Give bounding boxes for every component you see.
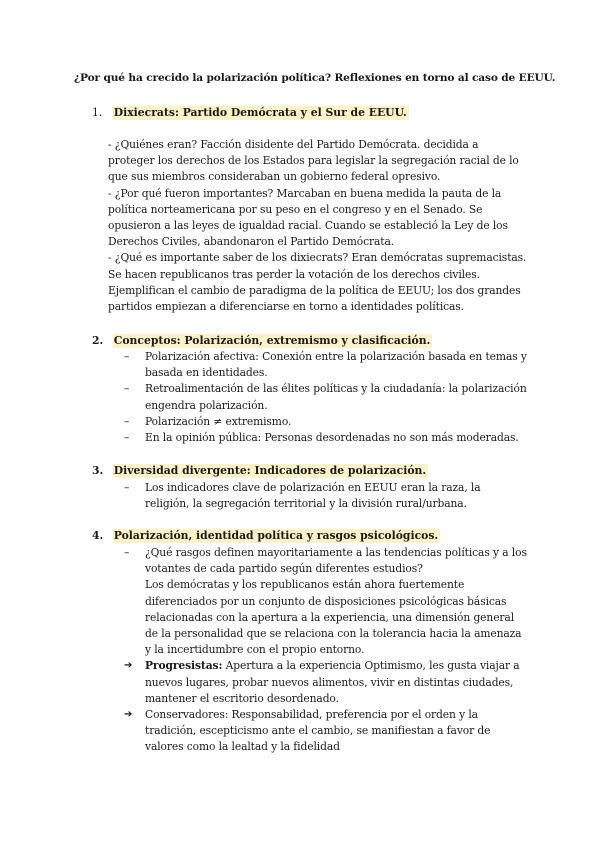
list-item-text: Los indicadores clave de polarización en EEUU eran la raza, la religión, la segregación territorial y la división rural/urbana.: [145, 481, 481, 511]
section-4-heading: [92, 528, 440, 544]
section-3-list: [108, 480, 528, 512]
dash-bullet: –: [124, 382, 130, 396]
list-item: [108, 414, 528, 430]
section-4-question: ¿Qué rasgos definen mayoritariamente a las tendencias políticas y a los votantes de cada partido según diferentes estudios?: [145, 546, 527, 576]
list-item-text: En la opinión pública: Personas desordenadas no son más moderadas.: [145, 431, 519, 445]
list-item-text: Retroalimentación de las élites políticas y la ciudadanía: la polarización engendra polarización.: [145, 382, 527, 412]
progresistas-text: Apertura a la experiencia Optimismo, les gusta viajar a nuevos lugares, probar nuevos alimentos, vivir en distintas ciudades, mantener el escritorio desordenado.: [145, 659, 520, 705]
list-item-conservadores: [108, 707, 528, 756]
section-4-answer: Los demócratas y los republicanos están ahora fuertemente diferenciados por un conjunto de disposiciones psicológicas básicas relacionadas con la apertura a la experiencia, una dimensión general de la personalidad que se relaciona con la tolerancia hacia la amenaza y la incertidumbre con el propio entorno.: [145, 578, 522, 657]
dash-bullet: –: [124, 546, 130, 559]
section-4-title: Polarización, identidad política y rasgos psicológicos.: [113, 529, 439, 542]
section-1-paragraph-1: - ¿Quiénes eran? Facción disidente del Partido Demócrata. decidida a proteger los derechos de los Estados para legislar la segregación racial de lo que sus miembros consideraban un gobierno federal opresivo.: [108, 138, 519, 184]
dash-bullet: –: [124, 431, 130, 445]
section-3-heading: [92, 463, 428, 479]
section-2-list: [108, 349, 528, 446]
list-item-text: Polarización afectiva: Conexión entre la polarización basada en temas y basada en identidades.: [145, 350, 527, 380]
arrow-bullet-icon: ➔: [124, 660, 133, 672]
section-4-list: [108, 545, 528, 756]
section-2-title: Conceptos: Polarización, extremismo y clasificación.: [113, 334, 431, 347]
section-1-body: [108, 137, 528, 315]
section-1-title: Dixiecrats: Partido Demócrata y el Sur de EEUU.: [113, 106, 407, 119]
list-item: [108, 381, 528, 413]
section-1-paragraph-2: - ¿Por qué fueron importantes? Marcaban en buena medida la pauta de la política norteamericana por su peso en el congreso y en el Senado. Se opusieron a las leyes de igualdad racial. Cuando se estableció la Ley de los Derechos Civiles, abandonaron el Partido Demócrata.: [108, 186, 508, 249]
dash-bullet: –: [124, 481, 130, 494]
document-title: ¿Por qué ha crecido la polarización política? Reflexiones en torno al caso de EEUU.: [74, 72, 556, 84]
list-item-progresistas: [108, 658, 528, 707]
section-2-number: 2.: [92, 334, 104, 347]
section-4-number: 4.: [92, 529, 104, 542]
list-item: [108, 349, 528, 381]
section-1-number: 1.: [92, 106, 103, 119]
section-1-paragraph-3: - ¿Qué es importante saber de los dixiecrats? Eran demócratas supremacistas. Se hacen republicanos tras perder la votación de los derechos civiles. Ejemplifican el cambio de paradigma de la política de EEUU; los dos grandes partidos empiezan a diferenciarse en torno a identidades políticas.: [108, 251, 527, 314]
list-item-text: Polarización ≠ extremismo.: [145, 414, 292, 428]
list-item: [108, 480, 528, 512]
dash-bullet: –: [124, 350, 130, 363]
arrow-bullet-icon: ➔: [124, 709, 133, 721]
dash-bullet: –: [124, 414, 130, 428]
list-item: [108, 430, 528, 446]
conservadores-text: Conservadores: Responsabilidad, preferencia por el orden y la tradición, escepticismo ante el cambio, se manifiestan a favor de valores como la lealtad y la fidelidad: [145, 708, 491, 754]
section-1-heading: [92, 105, 409, 121]
list-item: [108, 545, 528, 658]
progresistas-label: Progresistas:: [145, 659, 223, 673]
section-3-title: Diversidad divergente: Indicadores de polarización.: [113, 464, 427, 477]
section-3-number: 3.: [92, 464, 104, 477]
section-2-heading: [92, 333, 432, 349]
